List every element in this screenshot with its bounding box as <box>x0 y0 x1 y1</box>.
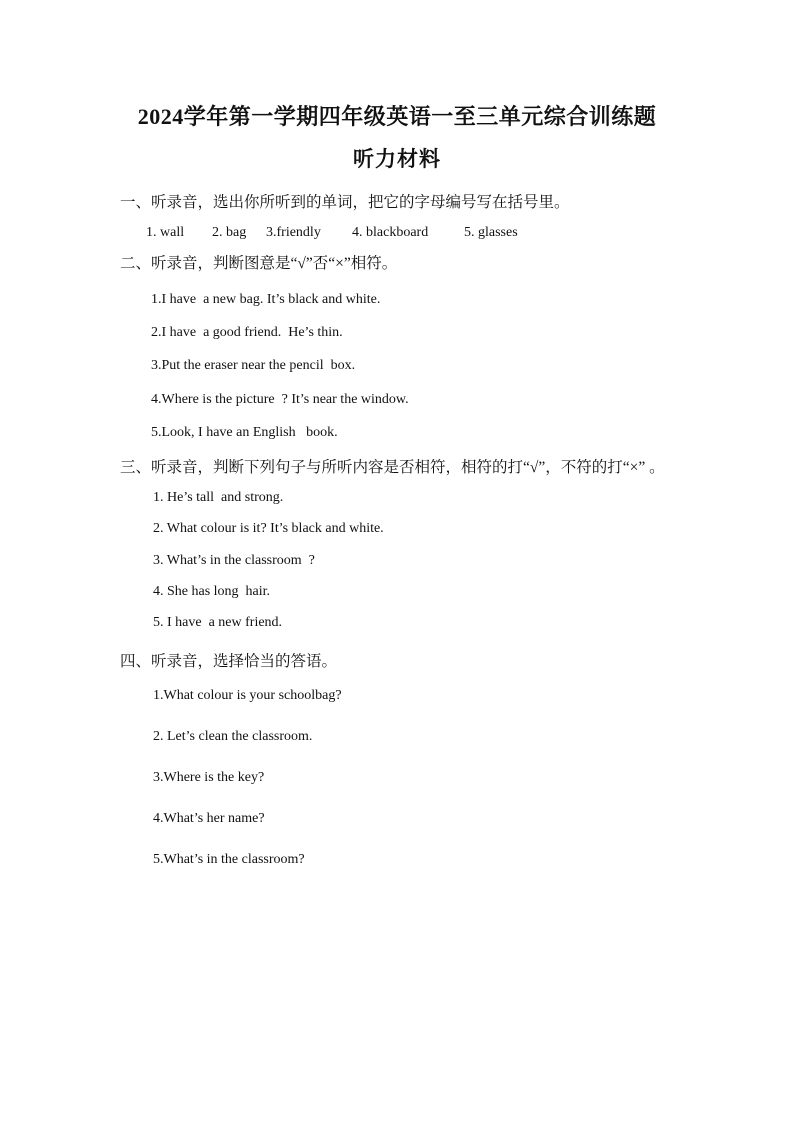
section-4-heading: 四、听录音，选择恰当的答语。 <box>120 653 338 670</box>
document-subtitle: 听力材料 <box>353 147 441 171</box>
section-2-item: 4.Where is the picture ? It’s near the window. <box>151 392 409 407</box>
section-2-item: 1.I have a new bag. It’s black and white. <box>151 292 381 307</box>
section-2-item: 3.Put the eraser near the pencil box. <box>151 358 356 373</box>
section-1-word: 4. blackboard <box>352 225 429 240</box>
section-4-item: 3.Where is the key? <box>153 770 265 785</box>
section-1-heading: 一、听录音，选出你所听到的单词，把它的字母编号写在括号里。 <box>120 194 570 211</box>
section-2-item: 2.I have a good friend. He’s thin. <box>151 325 343 340</box>
section-1-word: 5. glasses <box>464 225 518 240</box>
section-4-item: 5.What’s in the classroom? <box>153 852 305 867</box>
section-3-item: 3. What’s in the classroom ? <box>153 553 315 568</box>
section-1-word: 2. bag <box>212 225 247 240</box>
section-2-item: 5.Look, I have an English book. <box>151 425 338 440</box>
section-4-item: 1.What colour is your schoolbag? <box>153 688 342 703</box>
section-3-item: 4. She has long hair. <box>153 584 271 599</box>
section-2-heading: 二、听录音，判断图意是“√”否“×”相符。 <box>120 255 398 272</box>
section-3-item: 2. What colour is it? It’s black and white. <box>153 521 384 536</box>
section-3-item: 1. He’s tall and strong. <box>153 490 284 505</box>
section-4-item: 2. Let’s clean the classroom. <box>153 729 313 744</box>
section-1-word: 3.friendly <box>266 225 321 240</box>
section-3-item: 5. I have a new friend. <box>153 615 283 630</box>
section-1-word: 1. wall <box>146 225 185 240</box>
section-3-heading: 三、听录音，判断下列句子与所听内容是否相符，相符的打“√”，不符的打“×” 。 <box>120 459 665 476</box>
document-title: 2024学年第一学期四年级英语一至三单元综合训练题 <box>137 104 657 129</box>
section-4-item: 4.What’s her name? <box>153 811 265 826</box>
